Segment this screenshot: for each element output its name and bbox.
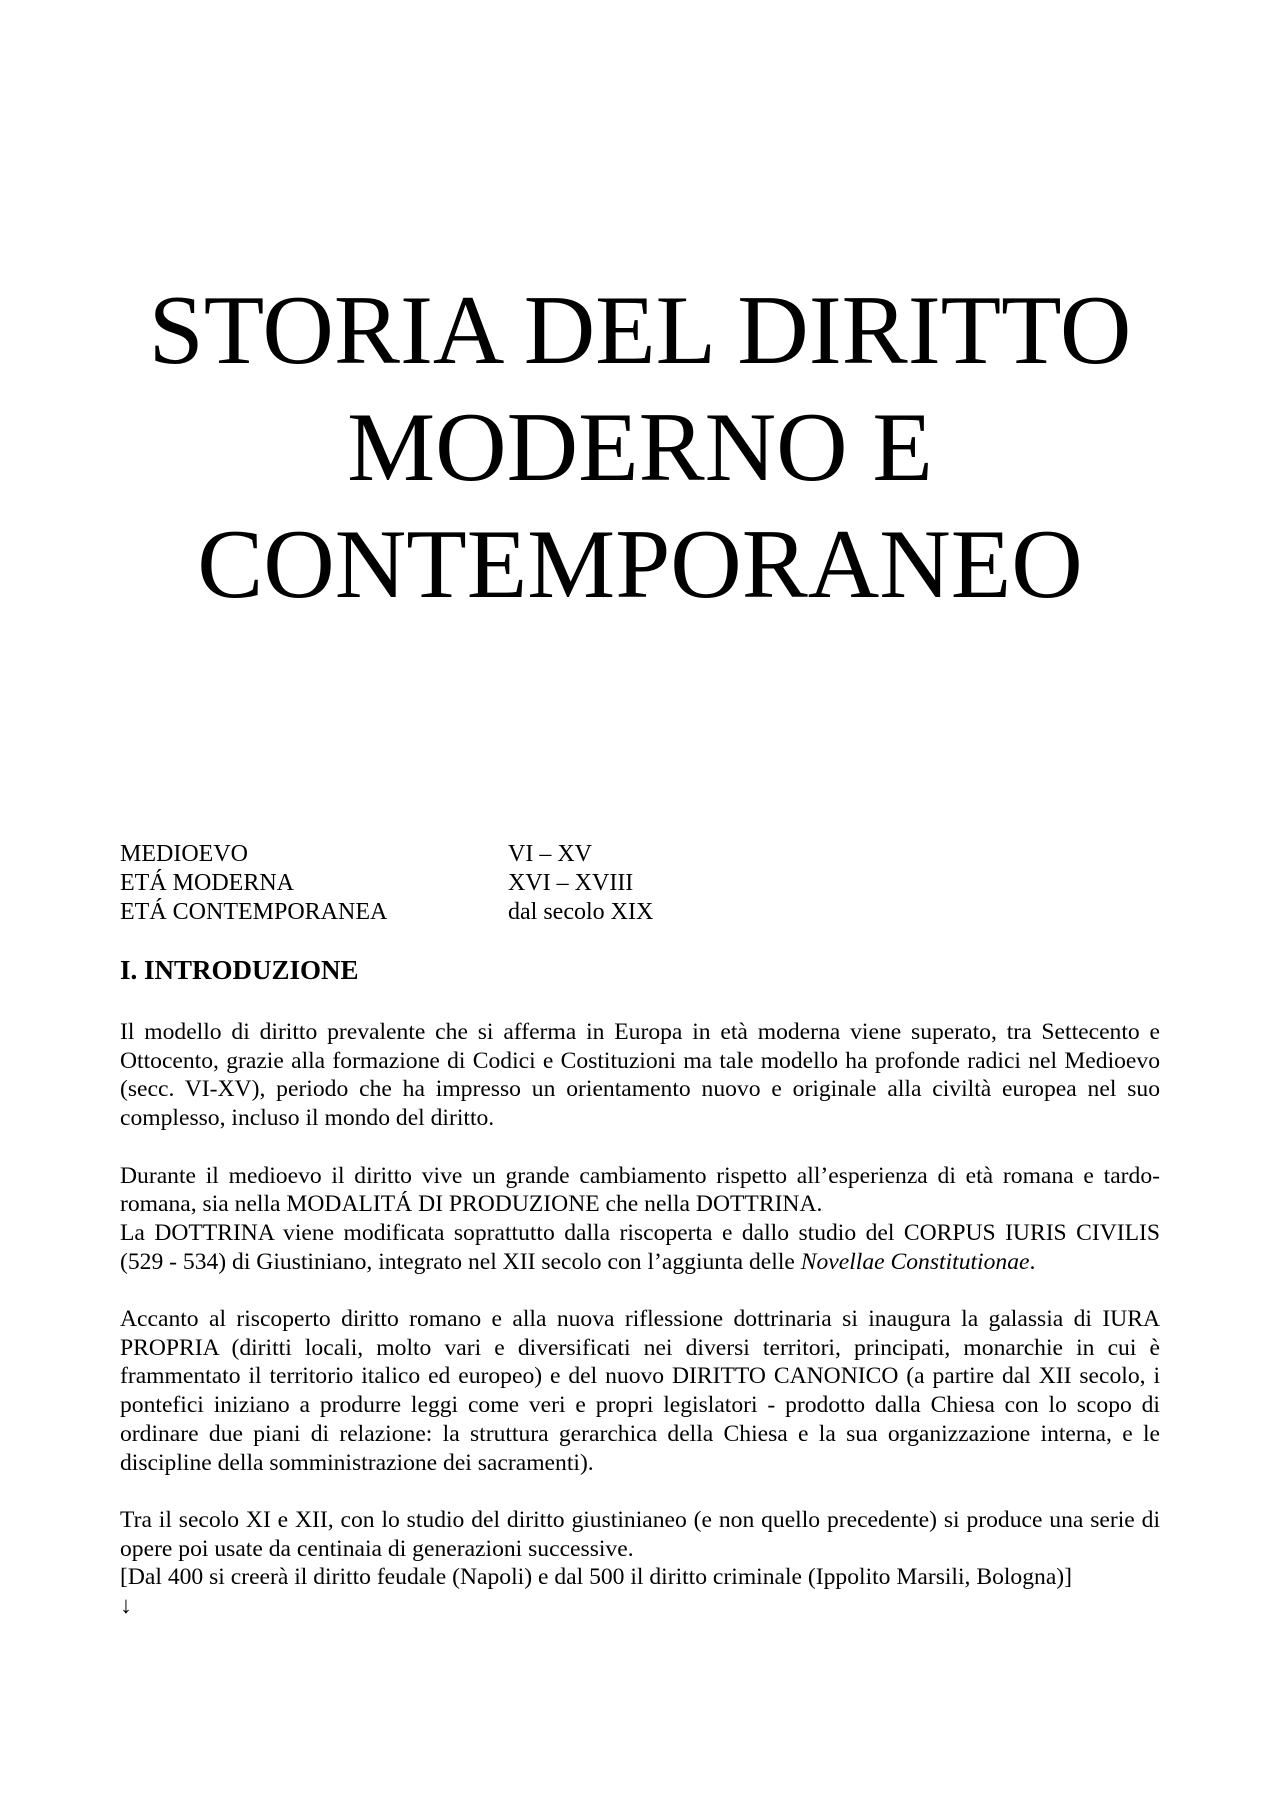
- document-title: [0, 272, 1280, 623]
- bracket-note: [Dal 400 si creerà il diritto feudale (Napoli) e dal 500 il diritto criminale (Ippolito Marsili, Bologna)]: [120, 1564, 1072, 1591]
- period-name: ETÁ CONTEMPORANEA: [120, 899, 388, 925]
- section-body: [120, 1018, 1160, 1621]
- period-row: [120, 869, 720, 898]
- paragraph-1: Il modello di diritto prevalente che si afferma in Europa in età moderna viene superato, tra Settecento e Ottocento, grazie alla formazione di Codici e Costituzioni ma tale modello ha profonde radici nel Medioevo (secc. VI-XV), periodo che ha impresso un orientamento nuovo e originale alla civiltà europea nel suo complesso, incluso il mondo del diritto.: [120, 1019, 1160, 1132]
- period-name: MEDIOEVO: [120, 841, 248, 867]
- title-line-2: MODERNO E: [347, 393, 933, 502]
- paragraph-5: Tra il secolo XI e XII, con lo studio del diritto giustinianeo (e non quello precedente) si produce una serie di opere poi usate da centinaia di generazioni successive.: [120, 1506, 1160, 1562]
- paragraph-2: Durante il medioevo il diritto vive un grande cambiamento rispetto all’esperienza di età romana e tardo-romana, sia nella MODALITÁ DI PRODUZIONE che nella DOTTRINA.: [120, 1162, 1160, 1218]
- title-line-1: STORIA DEL DIRITTO: [148, 276, 1132, 385]
- paragraph-3-end: .: [1029, 1248, 1036, 1275]
- paragraph-4: Accanto al riscoperto diritto romano e alla nuova riflessione dottrinaria si inaugura la galassia di IURA PROPRIA (diritti locali, molto vari e diversificati nei diversi territori, principati, monarchie in cui è frammentato il territorio italico ed europeo) e del nuovo DIRITTO CANONICO (a partire dal XII secolo, i pontefici iniziano a produrre leggi come veri e propri legislatori - prodotto dalla Chiesa con lo scopo di ordinare due piani di relazione: la struttura gerarchica della Chiesa e la sua organizzazione interna, e le discipline della somministrazione dei sacramenti).: [120, 1306, 1160, 1476]
- down-arrow-icon: ↓: [120, 1593, 132, 1620]
- period-range: VI – XV: [508, 841, 592, 867]
- period-name: ETÁ MODERNA: [120, 870, 294, 896]
- paragraph-3: [120, 1219, 1160, 1276]
- period-range: XVI – XVIII: [508, 870, 634, 896]
- title-line-3: CONTEMPORANEO: [197, 510, 1083, 619]
- novellae-italic: Novellae Constitutionae: [800, 1248, 1030, 1275]
- paragraph-3-text: La DOTTRINA viene modificata soprattutto dalla riscoperta e dallo studio del CORPUS IURIS CIVILIS (529 - 534) di Giustiniano, integrato nel XII secolo con l’aggiunta delle: [120, 1219, 1160, 1275]
- periods-table: [120, 840, 720, 927]
- period-row: [120, 840, 720, 869]
- section-heading: I. INTRODUZIONE: [120, 955, 359, 985]
- period-range: dal secolo XIX: [508, 899, 654, 925]
- period-row: [120, 898, 720, 927]
